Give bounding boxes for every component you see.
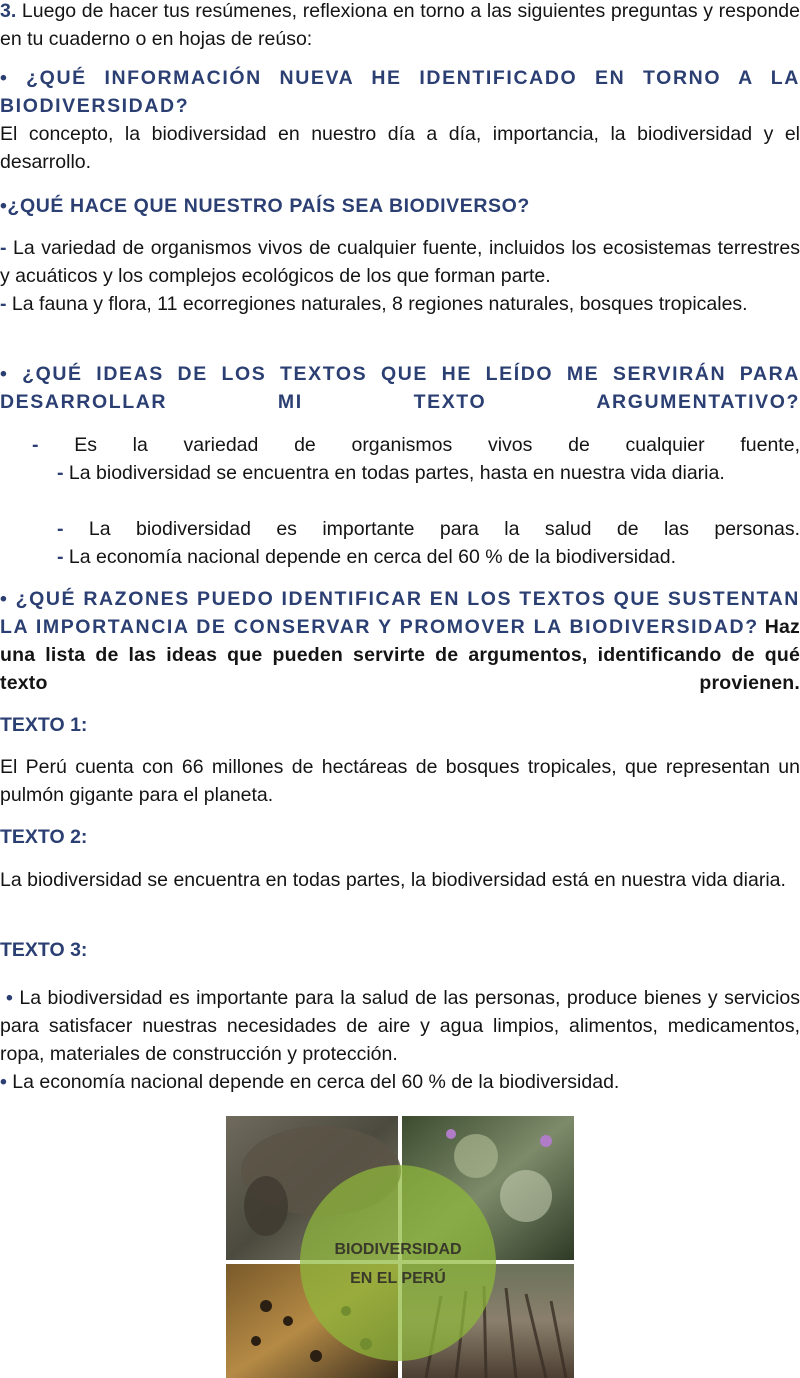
dash-icon: - bbox=[0, 293, 7, 315]
dash-icon: - bbox=[57, 518, 64, 540]
texto-1-title: TEXTO 1: bbox=[0, 714, 88, 736]
dash-icon: - bbox=[32, 434, 39, 456]
idea-item-1 bbox=[32, 431, 800, 459]
question-4 bbox=[0, 585, 800, 697]
texto-3-title: TEXTO 3: bbox=[0, 939, 88, 961]
bullet-icon: • bbox=[0, 1071, 7, 1093]
idea-item-2-text: La biodiversidad se encuentra en todas partes, hasta en nuestra vida diaria. bbox=[63, 462, 725, 484]
idea-item-2 bbox=[0, 459, 800, 487]
texto-3-body-2 bbox=[0, 1068, 800, 1096]
texto-3-body-1 bbox=[0, 984, 800, 1068]
texto-2-body: La biodiversidad se encuentra en todas partes, la biodiversidad está en nuestra vida diaria. bbox=[0, 869, 786, 891]
biodiversity-collage-image bbox=[226, 1116, 574, 1378]
texto-1-body: El Perú cuenta con 66 millones de hectáreas de bosques tropicales, que representan un pulmón gigante para el planeta. bbox=[0, 756, 800, 806]
bullet-icon: • bbox=[0, 588, 9, 610]
idea-item-1-text: Es la variedad de organismos vivos de cualquier fuente, bbox=[38, 434, 800, 456]
question-4-text: ¿QUÉ RAZONES PUEDO IDENTIFICAR EN LOS TEXTOS QUE SUSTENTAN LA IMPORTANCIA DE CONSERVAR Y PROMOVER LA BIODIVERSIDAD? bbox=[0, 588, 800, 638]
answer-2a bbox=[0, 234, 800, 290]
idea-item-4-text: La economía nacional depende en cerca del 60 % de la biodiversidad. bbox=[63, 546, 677, 568]
bullet-icon: • bbox=[6, 987, 13, 1009]
answer-2b bbox=[0, 290, 800, 318]
question-4-instruction: Haz una lista de las ideas que pueden servirte de argumentos, identificando de qué texto provienen. bbox=[0, 616, 800, 694]
texto-2-title: TEXTO 2: bbox=[0, 826, 88, 848]
collage-svg bbox=[226, 1116, 574, 1378]
intro-text: Luego de hacer tus resúmenes, reflexiona en torno a las siguientes preguntas y responde en tu cuaderno o en hojas de reúso: bbox=[0, 0, 800, 50]
texto-3-body-1-text: La biodiversidad es importante para la salud de las personas, produce bienes y servicios para satisfacer nuestras necesidades de aire y agua limpios, alimentos, medicamentos, ropa, materiales de construcción y protección. bbox=[0, 987, 800, 1065]
caption-line-2: EN EL PERÚ bbox=[350, 1270, 446, 1287]
question-2: •¿QUÉ HACE QUE NUESTRO PAÍS SEA BIODIVERSO? bbox=[0, 195, 530, 217]
answer-1: El concepto, la biodiversidad en nuestro día a día, importancia, la biodiversidad y el desarrollo. bbox=[0, 123, 800, 173]
answer-2a-text: La variedad de organismos vivos de cualquier fuente, incluidos los ecosistemas terrestres y acuáticos y los complejos ecológicos de los que forman parte. bbox=[0, 237, 800, 287]
center-circle bbox=[300, 1165, 496, 1361]
dash-icon: - bbox=[57, 462, 64, 484]
idea-item-3-text: La biodiversidad es importante para la salud de las personas. bbox=[63, 518, 800, 540]
idea-item-3 bbox=[57, 515, 800, 543]
idea-item-4 bbox=[57, 543, 800, 571]
texto-3-body-2-text: La economía nacional depende en cerca del 60 % de la biodiversidad. bbox=[6, 1071, 620, 1093]
bullet-icon: • bbox=[0, 363, 9, 385]
question-3-text: ¿QUÉ IDEAS DE LOS TEXTOS QUE HE LEÍDO ME SERVIRÁN PARA DESARROLLAR MI TEXTO ARGUMENTATIVO? bbox=[0, 363, 800, 413]
bullet-icon: • bbox=[0, 67, 9, 89]
answer-2b-text: La fauna y flora, 11 ecorregiones naturales, 8 regiones naturales, bosques tropicales. bbox=[6, 293, 748, 315]
question-1 bbox=[0, 64, 800, 120]
caption-line-1: BIODIVERSIDAD bbox=[334, 1241, 462, 1258]
intro-paragraph bbox=[0, 0, 800, 53]
intro-number: 3. bbox=[0, 0, 17, 22]
question-1-text: ¿QUÉ INFORMACIÓN NUEVA HE IDENTIFICADO EN TORNO A LA BIODIVERSIDAD? bbox=[0, 67, 800, 117]
dash-icon: - bbox=[57, 546, 64, 568]
dash-icon: - bbox=[0, 237, 7, 259]
question-3 bbox=[0, 360, 800, 416]
